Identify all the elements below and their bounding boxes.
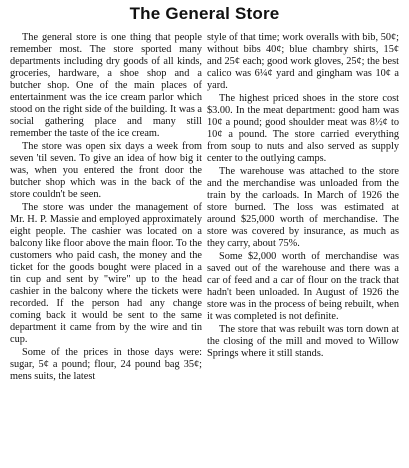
paragraph: Some of the prices in those days were: sugar, 5¢ a pound; flour, 24 pound bag 35¢; mens suits, the latest: [10, 347, 202, 382]
paragraph: The general store is one thing that people remember most. The store sported many departments including dry goods of all kinds, groceries, hardware, a shoe shop and a butcher shop. One of the main places of entertainment was the ice cream parlor which stood on the right side of the building. It was a social gathering place and many still remember the taste of the ice cream.: [10, 32, 202, 139]
paragraph: The warehouse was attached to the store and the merchandise was unloaded from the train by the carloads. In March of 1926 the store burned. The loss was estimated at around $25,000 worth of merchandise. The store was covered by insurance, as much as they carry, about 75%.: [207, 166, 399, 249]
paragraph: Some $2,000 worth of merchandise was saved out of the warehouse and there was a car of feed and a car of flour on the track that hadn't been unloaded. In August of 1926 the store was in the process of being rebuilt, when it was completed is not definite.: [207, 251, 399, 322]
article-title: The General Store: [129, 4, 280, 23]
paragraph: The store was under the management of Mr. H. P. Massie and employed approximately eight people. The cashier was located on a balcony like floor above the main floor. To the customers who paid cash, the money and the ticket for the goods bought were placed in a tin cup and sent by "wire" up to the head cashier in the balcony where the tickets were recorded. If the person had any change coming back it would be sent to the same department it came from by the wire and tin cup.: [10, 202, 202, 345]
right-column: [207, 32, 399, 361]
paragraph: The store that was rebuilt was torn down at the closing of the mill and moved to Willow Springs where it still stands.: [207, 324, 399, 359]
paragraph-continued: style of that time; work overalls with bib, 50¢; without bibs 40¢; blue chambry shirts, 15¢ and 25¢ each; good work gloves, 25¢; the best calico was 6¼¢ yard and gingham was 10¢ a yard.: [207, 32, 399, 91]
left-column: [10, 32, 202, 384]
paragraph: The store was open six days a week from seven 'til seven. To give an idea of how big it was, when you entered the front door the butcher shop which was in the back of the store couldn't be seen.: [10, 141, 202, 200]
paragraph: The highest priced shoes in the store cost $3.00. In the meat department: good ham was 10¢ a pound; good shoulder meat was 8½¢ to 10¢ a pound. The store carried everything from soup to nuts and also served as supply center to the outlying camps.: [207, 93, 399, 164]
